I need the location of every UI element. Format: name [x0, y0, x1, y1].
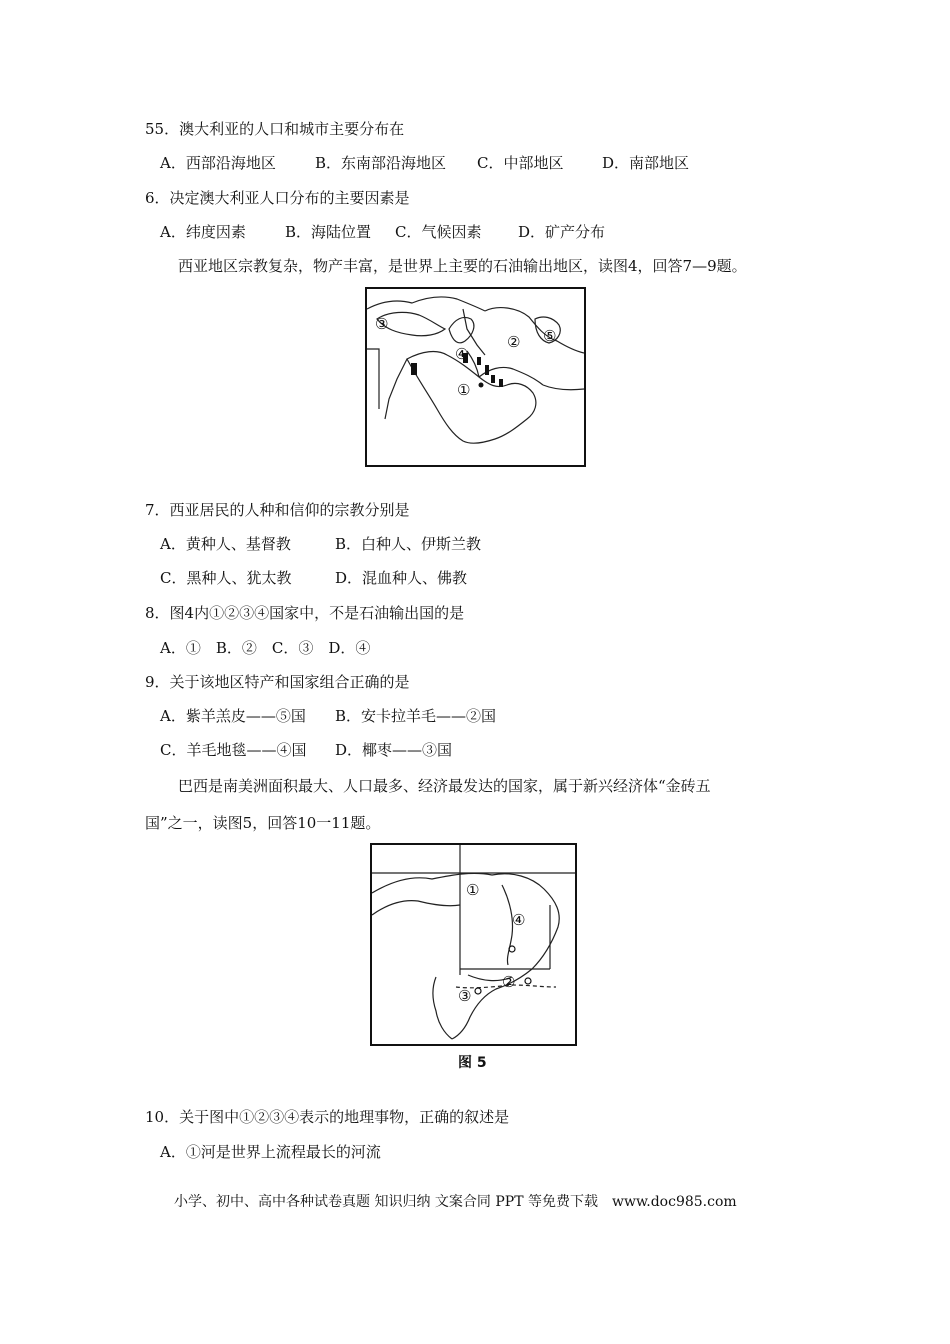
q7-options-row2 [160, 568, 467, 588]
map5-label-3: ③ [458, 987, 472, 1005]
q7-stem: 7．西亚居民的人种和信仰的宗教分别是 [145, 501, 410, 519]
map5-label-4: ④ [512, 911, 526, 929]
q10-stem: 10．关于图中①②③④表示的地理事物，正确的叙述是 [145, 1108, 510, 1126]
q8-options: A．① B．② C．③ D．④ [160, 639, 371, 657]
brazil-map [370, 843, 577, 1046]
map5-caption: 图 5 [458, 1055, 487, 1071]
map4-label-2: ② [507, 333, 521, 351]
q9-option-c: C．羊毛地毯——④国 [160, 741, 307, 759]
q6-option-b: B．海陆位置 [285, 223, 372, 241]
q6-option-d: D．矿产分布 [518, 223, 606, 241]
q7-option-a: A．黄种人、基督教 [160, 535, 291, 553]
q9-options-row2 [160, 740, 452, 760]
map4-label-1: ① [457, 381, 471, 399]
q5-option-b: B．东南部沿海地区 [315, 154, 447, 172]
q6-options [160, 222, 605, 242]
map4-label-3: ③ [375, 315, 389, 333]
q6-stem: 6．决定澳大利亚人口分布的主要因素是 [145, 189, 410, 207]
q5-option-c: C．中部地区 [477, 154, 564, 172]
q7-options-row1 [160, 534, 481, 554]
brazil-intro-line2: 国”之一，读图5，回答10一11题。 [145, 814, 381, 832]
west-asia-map [365, 287, 586, 467]
q7-option-d: D．混血种人、佛教 [335, 569, 468, 587]
map4-label-5: ⑤ [543, 327, 557, 345]
q9-option-d: D．椰枣——③国 [335, 741, 453, 759]
q8-stem: 8．图4内①②③④国家中，不是石油输出国的是 [145, 604, 465, 622]
map5-label-1: ① [466, 881, 480, 899]
map4-label-4: ④ [455, 345, 469, 363]
map5-label-2: ② [502, 973, 516, 991]
q9-option-b: B．安卡拉羊毛——②国 [335, 707, 497, 725]
west-asia-intro: 西亚地区宗教复杂，物产丰富，是世界上主要的石油输出地区，读图4，回答7—9题。 [178, 257, 747, 275]
q9-stem: 9．关于该地区特产和国家组合正确的是 [145, 673, 410, 691]
q9-options-row1 [160, 706, 496, 726]
brazil-map-drawing [372, 845, 575, 1044]
q5-option-a: A．西部沿海地区 [160, 154, 276, 172]
q10-option-a: A．①河是世界上流程最长的河流 [160, 1143, 381, 1161]
footer-text: 小学、初中、高中各种试卷真题 知识归纳 文案合同 PPT 等免费下载 www.doc985.com [174, 1194, 737, 1210]
q5-option-d: D．南部地区 [602, 154, 690, 172]
q6-option-a: A．纬度因素 [160, 223, 246, 241]
q5-options [160, 153, 689, 173]
west-asia-map-drawing [367, 289, 584, 465]
q7-option-b: B．白种人、伊斯兰教 [335, 535, 482, 553]
q6-option-c: C．气候因素 [395, 223, 482, 241]
q7-option-c: C．黑种人、犹太教 [160, 569, 292, 587]
q9-option-a: A．紫羊羔皮——⑤国 [160, 707, 306, 725]
brazil-intro-line1: 巴西是南美洲面积最大、人口最多、经济最发达的国家，属于新兴经济体“金砖五 [178, 777, 711, 795]
q5-stem: 55．澳大利亚的人口和城市主要分布在 [145, 120, 405, 138]
